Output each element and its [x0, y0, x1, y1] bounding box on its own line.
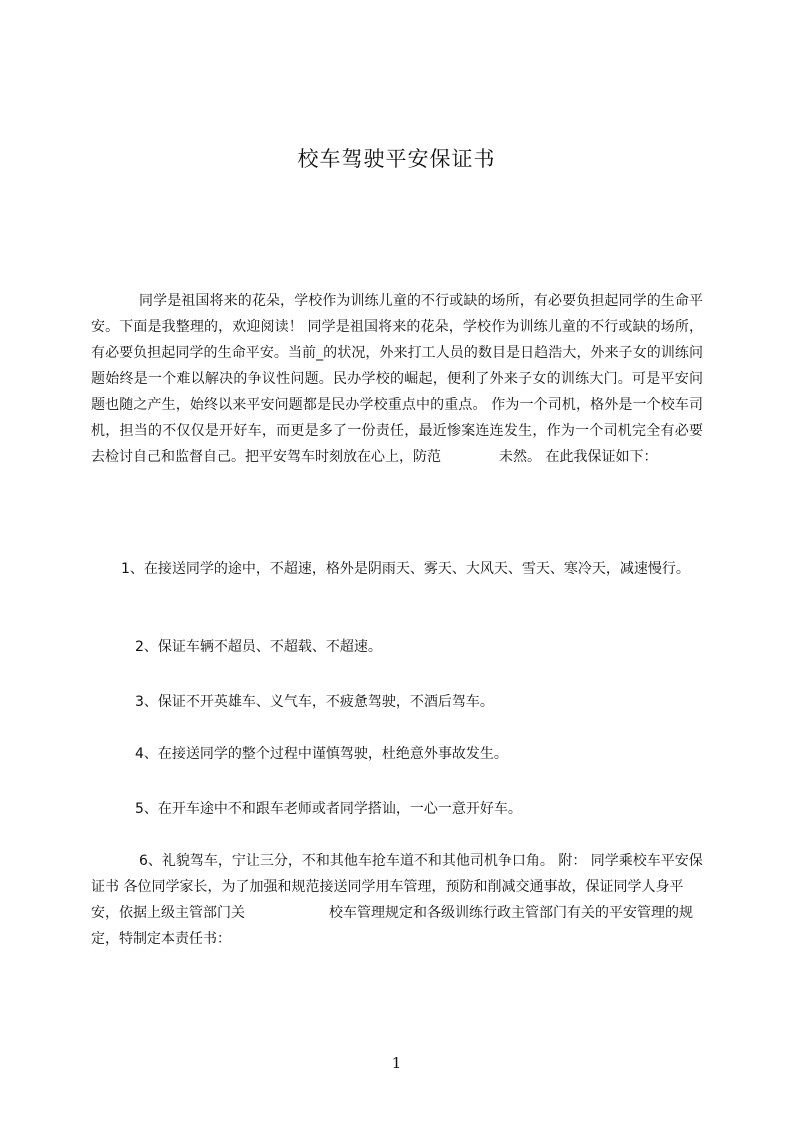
intro-text-part1: 同学是祖国将来的花朵，学校作为训练儿童的不行或缺的场所，有必要负担起同学的生命平安。下面是我整理的，欢迎阅读！ 同学是祖国将来的花朵，学校作为训练儿童的不行或缺的场所，有必要负担起同学的生命平安。当前_的状况，外来打工人员的数目是日趋浩大，外来子女的训练问题始终是一个难以解决的争议性问题。民办学校的崛起，便利了外来子女的训练大门。可是平安问题也随之产生，始终以来平安问题都是民办学校重点中的重点。 作为一个司机，格外是一个校车司机，担当的不仅仅是开好车，而更是多了一份责任，最近惨案连连发生，作为一个司机完全有必要去检讨自己和监督自己。把平安驾车时刻放在心上，防范	[91, 293, 703, 465]
list-item-2: 2、保证车辆不超员、不超载、不超速。	[135, 639, 382, 655]
item6-text-part2: 校车管理规定和各级训练行政主管部门有关的平安管理的规定，特制定本责任书：	[91, 905, 693, 947]
list-item-6	[91, 848, 703, 952]
list-item-3: 3、保证不开英雄车、义气车，不疲惫驾驶，不酒后驾车。	[135, 694, 494, 710]
intro-paragraph	[91, 288, 703, 470]
item6-text-part1: 6、礼貌驾车，宁让三分，不和其他车抢车道不和其他司机争口角。 附： 同学乘校车平安保证书 各位同学家长，为了加强和规范接送同学用车管理，预防和削减交通事故，保证同学人身平安，依据上级主管部门关	[91, 853, 703, 921]
document-title: 校车驾驶平安保证书	[297, 147, 496, 171]
list-item-5: 5、在开车途中不和跟车老师或者同学搭讪，一心一意开好车。	[135, 801, 522, 817]
list-item-1: 1、在接送同学的途中，不超速，格外是阴雨天、雾天、大风天、雪天、寒冷天，减速慢行。	[121, 561, 690, 577]
list-item-4: 4、在接送同学的整个过程中谨慎驾驶，杜绝意外事故发生。	[135, 746, 508, 762]
intro-text-part2: 未然。 在此我保证如下：	[499, 449, 658, 465]
page-number: 1	[391, 1054, 402, 1072]
